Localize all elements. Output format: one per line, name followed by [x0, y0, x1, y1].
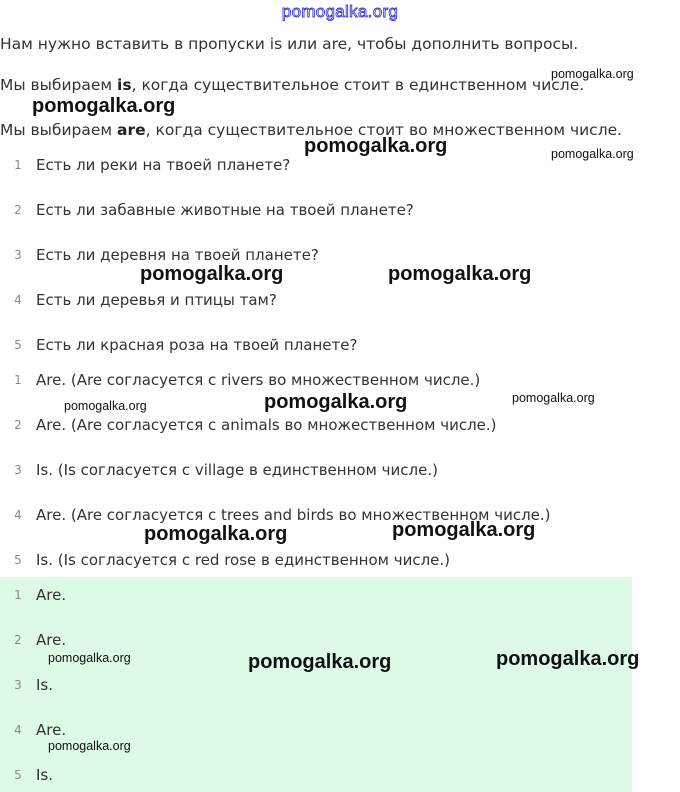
watermark: pomogalka.org: [140, 263, 284, 285]
watermark: pomogalka.org: [388, 263, 532, 285]
question-item: 1 Есть ли реки на твоей планете?: [14, 156, 291, 174]
explanation-item: 3 Is. (Is согласуется с village в единственном числе.): [14, 461, 438, 479]
question-item: 3 Есть ли деревня на твоей планете?: [14, 246, 319, 264]
answer-item: 3 Is.: [14, 676, 54, 694]
question-item: 4 Есть ли деревья и птицы там?: [14, 291, 277, 309]
watermark: pomogalka.org: [144, 523, 288, 545]
watermark: pomogalka.org: [551, 67, 634, 81]
answer-item: 1 Are.: [14, 586, 67, 604]
watermark: pomogalka.org: [551, 147, 634, 161]
answer-item: 2 Are.: [14, 631, 67, 649]
watermark: pomogalka.org: [304, 135, 448, 157]
watermark: pomogalka.org: [392, 519, 536, 541]
watermark: pomogalka.org: [248, 651, 392, 673]
intro-line-2: Мы выбираем is, когда существительное стоит в единственном числе.: [0, 76, 585, 94]
explanation-item: 4 Are. (Are согласуется с trees and birds во множественном числе.): [14, 506, 551, 524]
watermark: pomogalka.org: [264, 391, 408, 413]
watermark: pomogalka.org: [48, 739, 131, 753]
explanation-item: 2 Are. (Are согласуется с animals во множественном числе.): [14, 416, 497, 434]
watermark: pomogalka.org: [512, 391, 595, 405]
intro-line-3: Мы выбираем are, когда существительное стоит во множественном числе.: [0, 121, 623, 139]
watermark: pomogalka.org: [496, 648, 640, 670]
intro-line-1: Нам нужно вставить в пропуски is или are, чтобы дополнить вопросы.: [0, 35, 579, 53]
site-logo: pomogalka.org: [281, 2, 399, 21]
explanation-item: 1 Are. (Are согласуется с rivers во множественном числе.): [14, 371, 481, 389]
explanation-item: 5 Is. (Is согласуется с red rose в единственном числе.): [14, 551, 451, 569]
watermark: pomogalka.org: [32, 95, 176, 117]
answer-item: 5 Is.: [14, 766, 54, 784]
watermark: pomogalka.org: [48, 651, 131, 665]
answers-panel: [0, 577, 632, 792]
watermark: pomogalka.org: [64, 399, 147, 413]
question-item: 2 Есть ли забавные животные на твоей планете?: [14, 201, 414, 219]
answer-item: 4 Are.: [14, 721, 67, 739]
question-item: 5 Есть ли красная роза на твоей планете?: [14, 336, 358, 354]
